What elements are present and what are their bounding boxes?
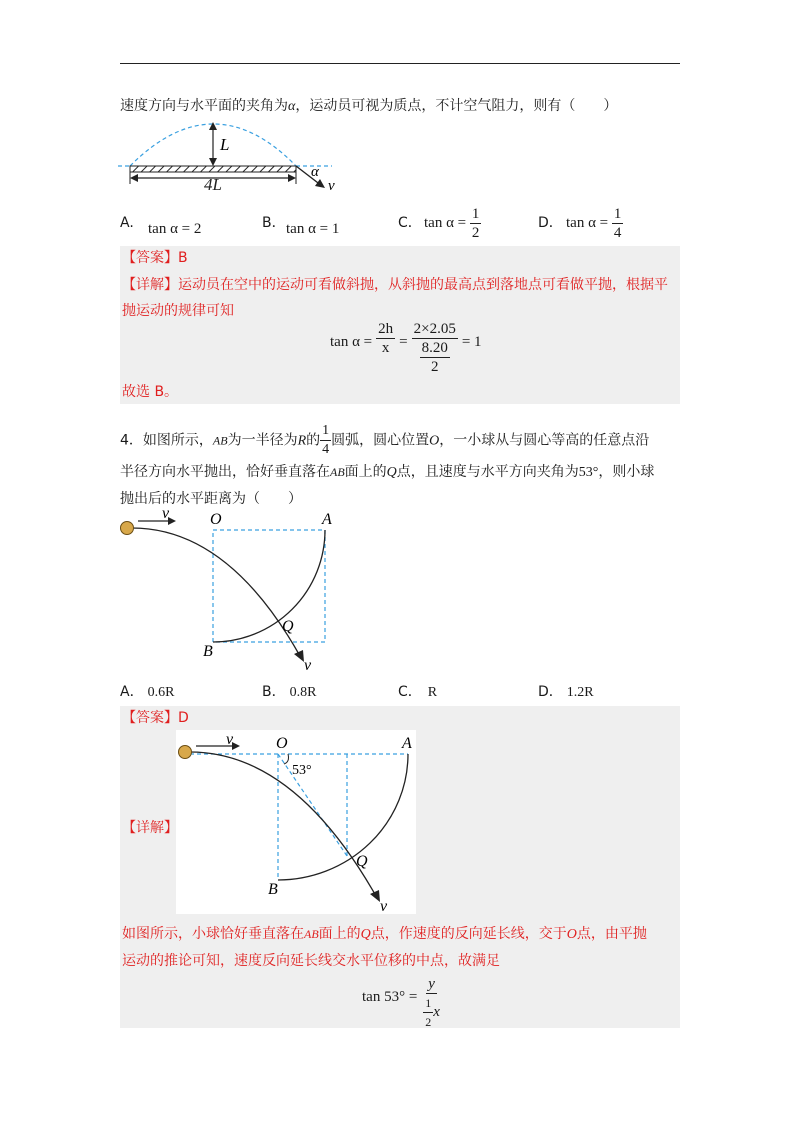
q4s-label-angle: 53° [292,763,312,778]
q4-figure [118,508,348,678]
q4-label-v: v [162,508,170,522]
q3-label-4L: 4L [204,175,222,194]
q3-ground-hatch [130,166,296,172]
q4-line3: 抛出后的水平距离为（ ） [120,491,302,507]
q4s-label-O: O [276,735,288,752]
q4-formula: tan 53° = y $\frac{1}{2}$ x [362,976,440,1029]
q4-trajectory [132,528,300,656]
q3-option-c-expr: tan α = $\frac{1}{2}$ [424,206,480,242]
q4-label-Q: Q [282,618,294,635]
q3-label-v: v [328,178,335,194]
q3-option-a: A. [120,215,134,231]
q4-option-c: C． R [398,684,438,700]
q3-label-L: L [220,135,230,154]
q4s-trajectory [190,752,376,896]
q3-option-b: B． [262,215,286,231]
q4-label-O: O [210,511,222,528]
q3-stem: 速度方向与水平面的夹角为α，运动员可视为质点，不计空气阻力，则有（ ） [120,98,618,114]
q4-answer: 【答案】D [122,710,189,726]
q3-formula: tan α = $\frac{2h}{x}$ = $\frac{2\times 2.05}{\frac{8.20}{2}}$ = 1 [330,321,482,375]
q4s-extension [278,754,347,856]
q4s-label-v2: v [380,898,388,914]
q4-detail-label: 【详解】 [122,820,178,836]
q4-option-d: D． 1.2R [538,684,594,700]
q4-solution-figure [176,730,416,914]
q4-line1: 4．如图所示，AB为一半径为R的 $\frac{1}{4}$ 圆弧，圆心位置O，一小球从与圆心等高的任意点沿 [120,423,650,457]
q4-option-a: A． 0.6R [120,684,175,700]
q3-option-d: D． [538,215,563,231]
q4-label-A: A [322,511,332,528]
q4s-label-B: B [268,881,278,898]
q3-detail-line2: 抛运动的规律可知 [122,303,234,319]
q4-line2: 半径方向水平抛出，恰好垂直落在AB面上的Q点，且速度与水平方向夹角为53°，则小球 [120,464,655,480]
q4-label-B: B [203,643,213,660]
q3-detail-line1: 【详解】运动员在空中的运动可看做斜抛，从斜抛的最高点到落地点可看做平抛，根据平 [122,277,668,293]
q3-answer: 【答案】B [122,250,188,266]
q4-ball [121,522,134,535]
q4s-ball [179,746,192,759]
q4-dashed-square [213,530,325,642]
q3-option-c: C． [398,215,422,231]
q3-option-d-expr: tan α = $\frac{1}{4}$ [566,206,622,242]
q4s-label-Q: Q [356,853,368,870]
q3-option-a-expr: tan α = 2 [148,221,202,237]
q3-option-b-expr: tan α = 1 [286,221,340,237]
q4s-label-v: v [226,731,234,748]
header-rule [120,63,680,64]
q4-arc-AB [213,530,325,642]
q4-label-v2: v [304,657,312,674]
q4-explanation-line2: 运动的推论可知，速度反向延长线交水平位移的中点，故满足 [122,953,500,969]
q4-explanation-line1: 如图所示，小球恰好垂直落在AB面上的Q点，作速度的反向延长线，交于O点，由平抛 [122,926,647,942]
q3-figure [118,118,348,194]
q4-option-b: B． 0.8R [262,684,317,700]
q4s-angle-arc [284,754,289,764]
q4s-label-A: A [402,735,412,752]
q3-label-alpha: α [311,164,319,180]
q3-conclusion: 故选 B。 [122,384,179,400]
